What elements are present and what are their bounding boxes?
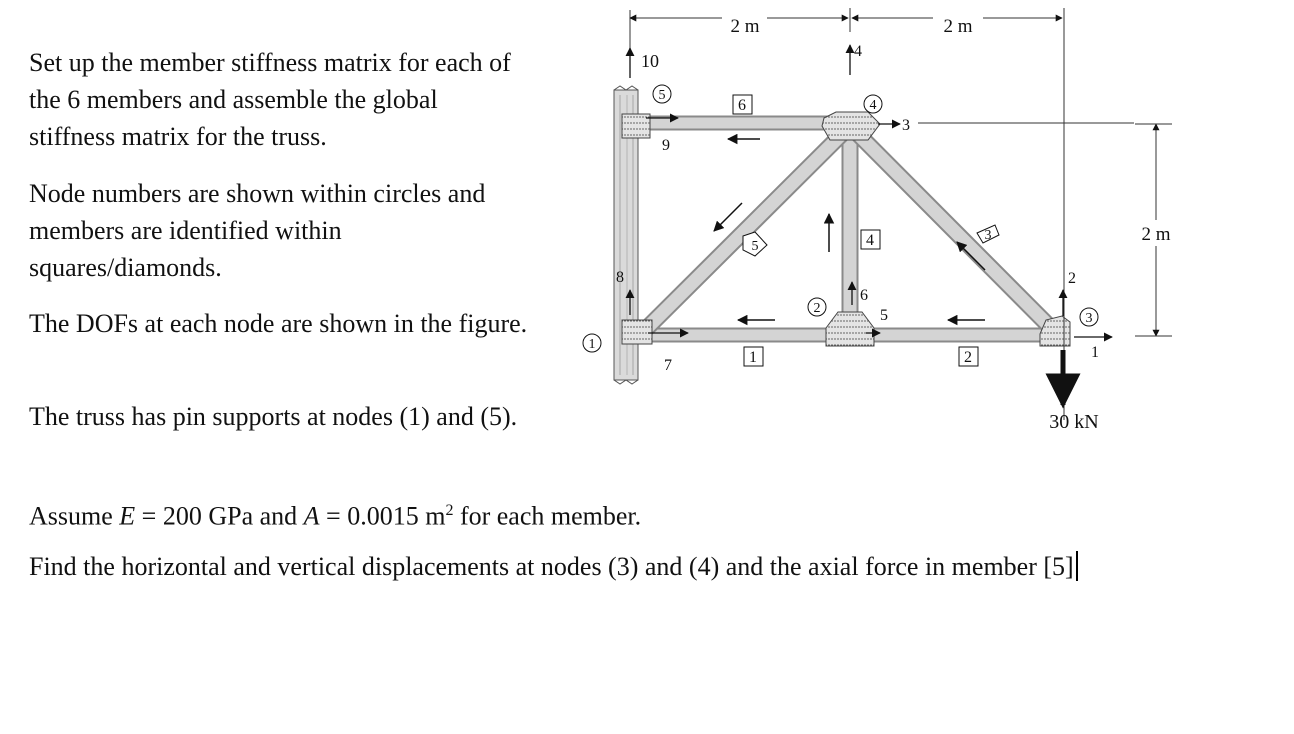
- node-2-label: [808, 298, 826, 316]
- instruction-dofs: The DOFs at each node are shown in the figure.: [29, 309, 528, 338]
- svg-text:8: 8: [616, 269, 624, 286]
- truss-diagram: [560, 0, 1180, 440]
- svg-text:6: 6: [738, 97, 746, 114]
- node-4-label: [864, 95, 882, 113]
- instruction-find[interactable]: Find the horizontal and vertical displacements at nodes (3) and (4) and the axial force in member [5]: [29, 548, 1078, 585]
- instruction-stiffness-matrix: Set up the member stiffness matrix for each of the 6 members and assemble the global stiffness matrix for the truss.: [29, 48, 511, 151]
- svg-text:5: 5: [658, 88, 666, 103]
- member-2-label: [959, 347, 978, 366]
- instruction-material: Assume E = 200 GPa and A = 0.0015 $m^2$ for each member.: [29, 501, 642, 531]
- svg-text:3: 3: [1085, 311, 1093, 326]
- member-1-label: [744, 347, 763, 366]
- dim-label-top-left: 2 m: [730, 16, 760, 37]
- svg-text:7: 7: [664, 357, 672, 374]
- text-cursor: [1076, 551, 1078, 581]
- svg-text:2: 2: [1068, 270, 1076, 287]
- svg-text:9: 9: [662, 137, 670, 154]
- node-3-label: [1080, 308, 1098, 326]
- instruction-notation: Node numbers are shown within circles and members are identified within squares/diamonds.: [29, 179, 486, 282]
- svg-text:1: 1: [588, 337, 596, 352]
- member-4-label: [861, 230, 880, 249]
- svg-text:4: 4: [866, 232, 874, 249]
- svg-text:4: 4: [869, 98, 877, 113]
- node-5-label: [653, 85, 671, 103]
- svg-text:3: 3: [984, 228, 992, 243]
- svg-text:1: 1: [1091, 344, 1099, 361]
- svg-text:2: 2: [964, 349, 972, 366]
- svg-text:1: 1: [749, 349, 757, 366]
- svg-text:2: 2: [813, 301, 821, 316]
- svg-text:6: 6: [860, 287, 868, 304]
- load-label: 30 kN: [1049, 411, 1099, 433]
- node-1-label: [583, 334, 601, 352]
- dim-label-top-right: 2 m: [943, 16, 973, 37]
- svg-text:10: 10: [641, 51, 659, 71]
- svg-text:4: 4: [854, 43, 862, 60]
- member-6-label: [733, 95, 752, 114]
- svg-text:3: 3: [902, 117, 910, 134]
- svg-text:5: 5: [880, 307, 888, 324]
- member-5-label: [743, 232, 767, 256]
- member-3-label: [977, 225, 999, 243]
- svg-text:5: 5: [751, 239, 759, 254]
- dof-arrows: [630, 45, 1112, 337]
- instruction-supports: The truss has pin supports at nodes (1) and (5).: [29, 402, 518, 431]
- dim-label-right: 2 m: [1141, 224, 1171, 245]
